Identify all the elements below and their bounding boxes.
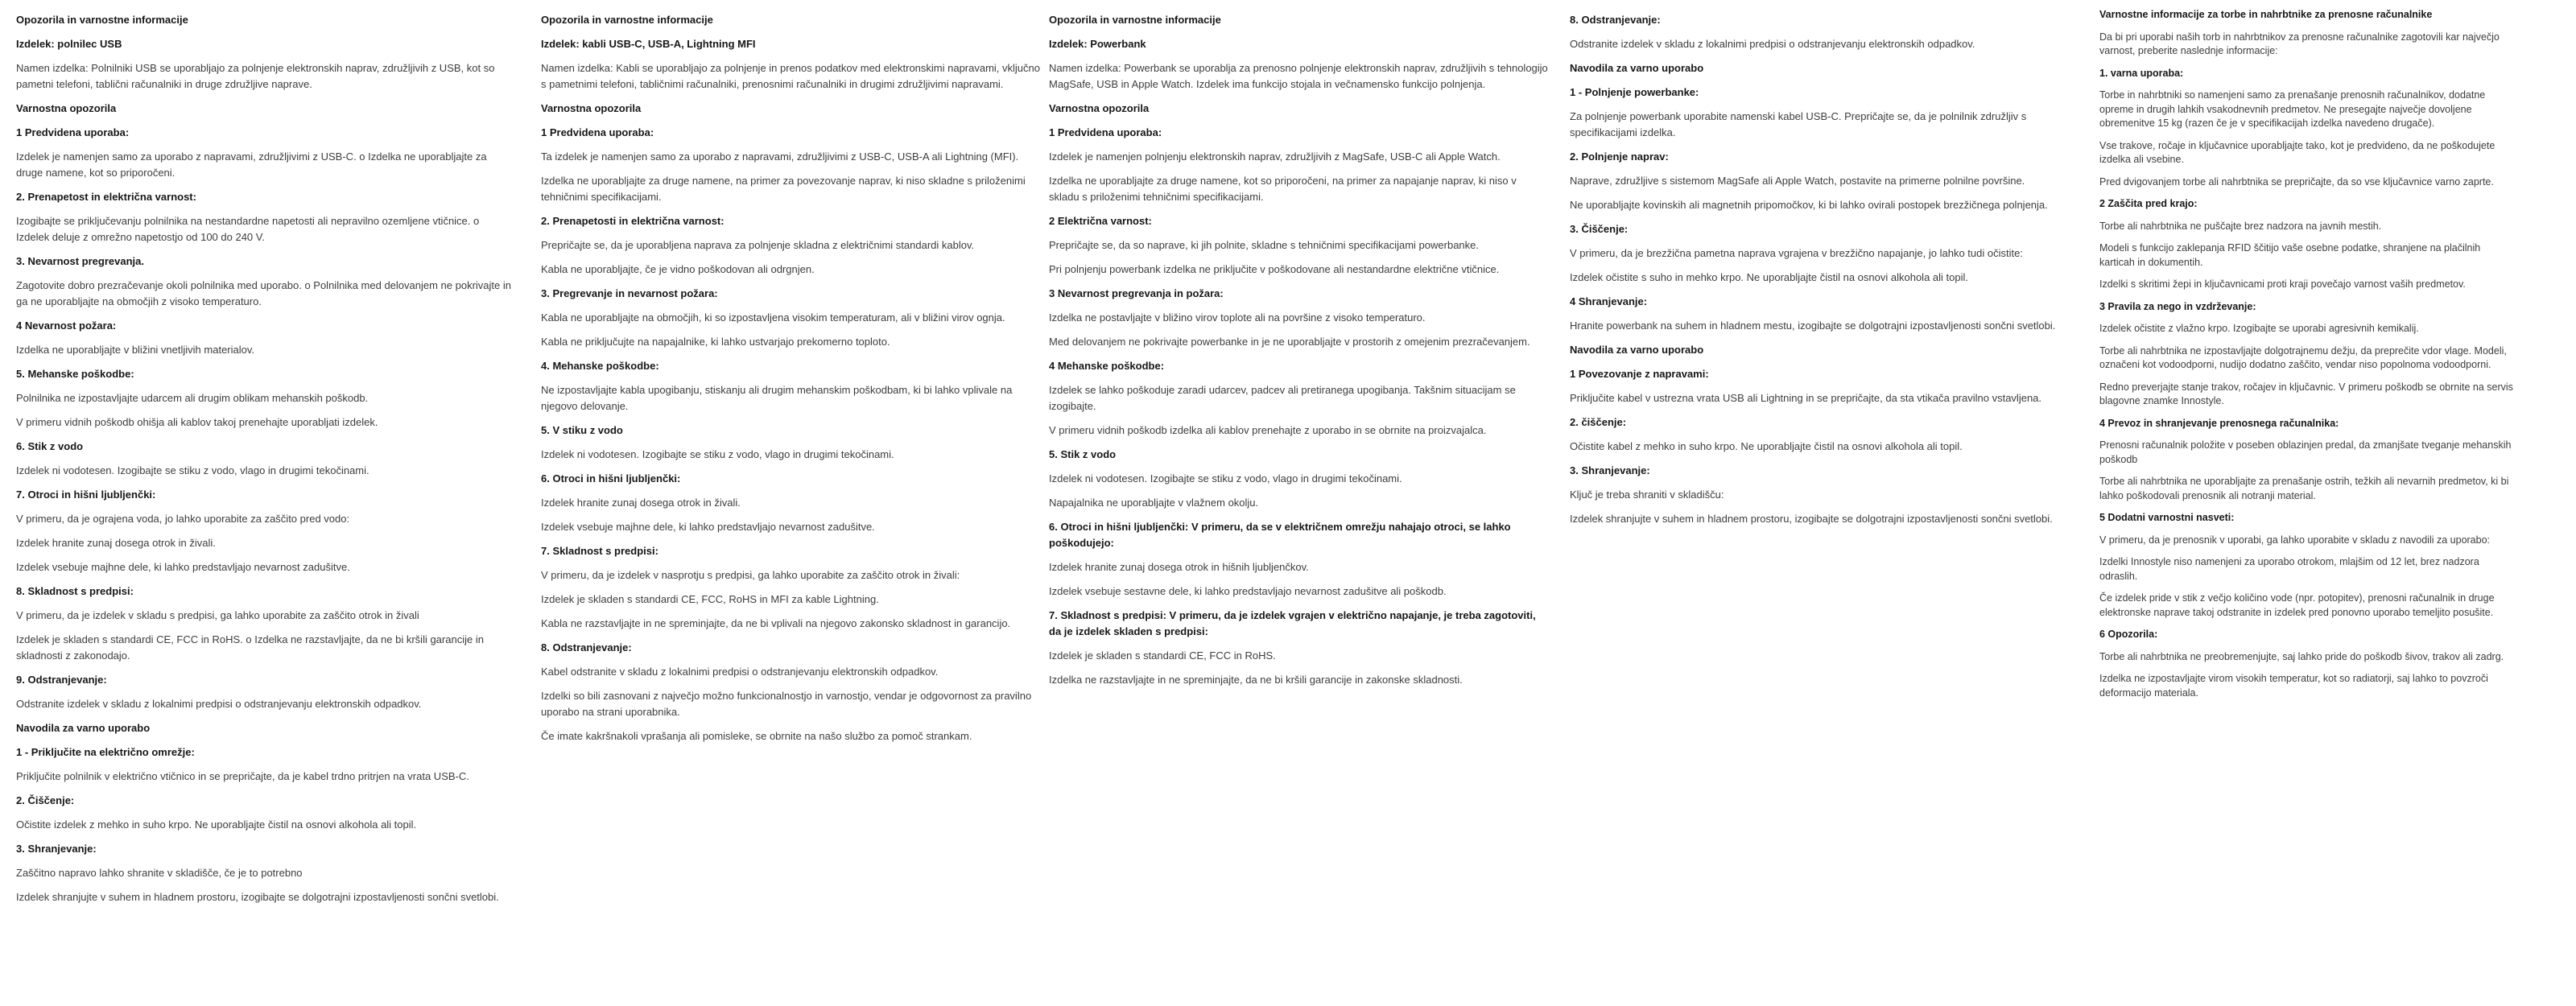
section-heading: 9. Odstranjevanje: xyxy=(16,674,107,686)
section-heading: 3 Pravila za nego in vzdrževanje: xyxy=(2099,300,2256,312)
section-heading: Varnostna opozorila xyxy=(541,102,642,114)
section-heading: Opozorila in varnostne informacije xyxy=(541,14,713,26)
section-heading: 4 Prevoz in shranjevanje prenosnega računalnika: xyxy=(2099,417,2339,429)
section-heading: Opozorila in varnostne informacije xyxy=(16,14,188,26)
section-heading: 2. Čiščenje: xyxy=(16,794,75,806)
paragraph: Pred dvigovanjem torbe ali nahrbtnika se prepričajte, da so vse ključavnice varno zaprte. xyxy=(2099,175,2494,188)
paragraph: V primeru vidnih poškodb ohišja ali kablov takoj prenehajte uporabljati izdelek. xyxy=(16,416,378,428)
section-heading: 2. Polnjenje naprav: xyxy=(1570,150,1669,163)
paragraph: Torbe ali nahrbtnika ne preobremenjujte, saj lahko pride do poškodb šivov, trakov ali zadrg. xyxy=(2099,650,2504,662)
paragraph: Napajalnika ne uporabljajte v vlažnem okolju. xyxy=(1049,497,1259,509)
paragraph: Modeli s funkcijo zaklepanja RFID ščitijo vaše osebne podatke, shranjene na plačilnih karticah in dokumentih. xyxy=(2099,242,2481,268)
paragraph: Prepričajte se, da so naprave, ki jih polnite, skladne s tehničnimi specifikacijami powerbanke. xyxy=(1049,239,1479,251)
paragraph: Ključ je treba shraniti v skladišču: xyxy=(1570,489,1724,501)
paragraph: Izdelek očistite s suho in mehko krpo. Ne uporabljajte čistil na osnovi alkohola ali topil. xyxy=(1570,271,1968,283)
section-heading: Varnostna opozorila xyxy=(1049,102,1150,114)
section-heading: 1 Predvidena uporaba: xyxy=(1049,126,1162,138)
paragraph: Zaščitno napravo lahko shranite v skladišče, če je to potrebno xyxy=(16,867,303,879)
section-heading: 5 Dodatni varnostni nasveti: xyxy=(2099,512,2235,523)
section-heading: 1 Povezovanje z napravami: xyxy=(1570,368,1709,380)
section-heading: 7. Otroci in hišni ljubljenčki: xyxy=(16,489,156,501)
paragraph: Izdelek se lahko poškoduje zaradi udarcev, padcev ali pretiranega upogibanja. Takšnim situacijam se izogibajte. xyxy=(1049,384,1516,412)
column-usb-charger-warnings xyxy=(16,12,515,913)
paragraph: Izdelek shranjujte v suhem in hladnem prostoru, izogibajte se dolgotrajni izpostavljenosti sončni svetlobi. xyxy=(1570,513,2053,525)
section-heading: 6. Stik z vodo xyxy=(16,440,84,452)
paragraph: Namen izdelka: Powerbank se uporablja za prenosno polnjenje elektronskih naprav, združljivih s tehnologijo MagSafe, USB in Apple Watch. Izdelek ima funkcijo stojala in večnamensko funkcijo polnjenja. xyxy=(1049,62,1548,90)
section-heading: 1 Predvidena uporaba: xyxy=(16,126,130,138)
section-heading: 3 Nevarnost pregrevanja in požara: xyxy=(1049,287,1224,299)
paragraph: Izdelek hranite zunaj dosega otrok in živali. xyxy=(16,537,216,549)
section-heading: 4 Mehanske poškodbe: xyxy=(1049,360,1165,372)
paragraph: Priključite polnilnik v električno vtičnico in se prepričajte, da je kabel trdno pritrjen na vrata USB-C. xyxy=(16,770,469,782)
section-heading: 8. Skladnost s predpisi: xyxy=(16,585,134,597)
section-heading: 7. Skladnost s predpisi: V primeru, da je izdelek vgrajen v električno napajanje, je treba zagotoviti, da je izdelek skladen s predpisi: xyxy=(1049,609,1536,637)
paragraph: Redno preverjajte stanje trakov, ročajev in ključavnic. V primeru poškodb se obrnite na servis blagovne znamke Innostyle. xyxy=(2099,381,2513,406)
section-heading: Opozorila in varnostne informacije xyxy=(1049,14,1221,26)
paragraph: Ne uporabljajte kovinskih ali magnetnih pripomočkov, ki bi lahko ovirali postopek brezžičnega polnjenja. xyxy=(1570,199,2048,211)
paragraph: Izdelek vsebuje majhne dele, ki lahko predstavljajo nevarnost zadušitve. xyxy=(541,521,875,533)
paragraph: Kabla ne uporabljajte na območjih, ki so izpostavljena visokim temperaturam, ali v bližini virov ognja. xyxy=(541,311,1005,324)
section-heading: Varnostne informacije za torbe in nahrbtnike za prenosne računalnike xyxy=(2099,9,2433,20)
section-heading: Izdelek: kabli USB-C, USB-A, Lightning MFI xyxy=(541,38,756,50)
section-heading: 4 Nevarnost požara: xyxy=(16,320,117,332)
paragraph: Kabla ne razstavljajte in ne spreminjajte, da ne bi vplivali na njegovo zakonsko skladnost in garancijo. xyxy=(541,617,1011,629)
paragraph: Da bi pri uporabi naših torb in nahrbtnikov za prenosne računalnike zagotovili kar največjo varnost, preberite naslednje informacije: xyxy=(2099,31,2500,56)
section-heading: 5. Stik z vodo xyxy=(1049,448,1117,460)
section-heading: 1 Predvidena uporaba: xyxy=(541,126,654,138)
paragraph: Izdelek ni vodotesen. Izogibajte se stiku z vodo, vlago in drugimi tekočinami. xyxy=(1049,472,1402,484)
paragraph: Torbe ali nahrbtnika ne izpostavljajte dolgotrajnemu dežju, da preprečite vdor vlage. Modeli, označeni kot vodoodporni, nudijo dodatno zaščito, vendar niso popolnoma vodoodporni. xyxy=(2099,344,2507,370)
paragraph: Izdelek očistite z vlažno krpo. Izogibajte se uporabi agresivnih kemikalij. xyxy=(2099,323,2419,334)
paragraph: Ne izpostavljajte kabla upogibanju, stiskanju ali drugim mehanskim poškodbam, ki bi lahko vplivale na njegovo delovanje. xyxy=(541,384,1013,412)
paragraph: Izdelki Innostyle niso namenjeni za uporabo otrokom, mlajšim od 12 let, brez nadzora odraslih. xyxy=(2099,556,2479,582)
section-heading: Navodila za varno uporabo xyxy=(1570,344,1704,356)
paragraph: Vse trakove, ročaje in ključavnice uporabljajte tako, kot je predvideno, da ne poškodujete izdelka ali vsebine. xyxy=(2099,139,2496,165)
paragraph: Izdelka ne postavljajte v bližino virov toplote ali na površine z visoko temperaturo. xyxy=(1049,311,1426,324)
section-heading: 7. Skladnost s predpisi: xyxy=(541,545,658,557)
paragraph: Izdelek shranjujte v suhem in hladnem prostoru, izogibajte se dolgotrajni izpostavljenosti sončni svetlobi. xyxy=(16,891,499,903)
paragraph: Izdelek hranite zunaj dosega otrok in živali. xyxy=(541,497,741,509)
section-heading: 5. Mehanske poškodbe: xyxy=(16,368,134,380)
section-heading: 4. Mehanske poškodbe: xyxy=(541,360,659,372)
section-heading: Izdelek: polnilec USB xyxy=(16,38,122,50)
paragraph: Izdelek ni vodotesen. Izogibajte se stiku z vodo, vlago in drugimi tekočinami. xyxy=(16,464,369,476)
section-heading: 3. Pregrevanje in nevarnost požara: xyxy=(541,287,718,299)
section-heading: 8. Odstranjevanje: xyxy=(1570,14,1661,26)
paragraph: Izdelki s skritimi žepi in ključavnicami proti kraji povečajo varnost vaših predmetov. xyxy=(2099,278,2466,290)
section-heading: 8. Odstranjevanje: xyxy=(541,641,632,653)
paragraph: Očistite kabel z mehko in suho krpo. Ne uporabljajte čistil na osnovi alkohola ali topil. xyxy=(1570,440,1963,452)
paragraph: Torbe ali nahrbtnika ne uporabljajte za prenašanje ostrih, težkih ali nevarnih predmetov, ki bi lahko poškodovali prenosnik ali notranji material. xyxy=(2099,476,2509,501)
column-powerbank-usage-instructions xyxy=(1570,12,2069,535)
paragraph: Izdelka ne razstavljajte in ne spreminjajte, da ne bi kršili garancije in zakonske skladnosti. xyxy=(1049,674,1463,686)
paragraph: Izdelek je namenjen polnjenju elektronskih naprav, združljivih z MagSafe, USB-C ali Apple Watch. xyxy=(1049,150,1501,163)
column-cables-warnings xyxy=(541,12,1040,752)
paragraph: Torbe in nahrbtniki so namenjeni samo za prenašanje prenosnih računalnikov, dodatne opreme in drugih lahkih vsakodnevnih predmetov. Ne presegajte največje dovoljene obremenitve 15 kg (razen če je v specifikacijah izdelka navedeno drugače). xyxy=(2099,89,2486,129)
paragraph: Izdelka ne uporabljajte za druge namene, kot so priporočeni, na primer za napajanje naprav, ki niso v skladu s priloženimi tehničnimi specifikacijami. xyxy=(1049,175,1517,203)
section-heading: 3. Čiščenje: xyxy=(1570,223,1629,235)
paragraph: V primeru, da je brezžična pametna naprava vgrajena v brezžično napajanje, jo lahko tudi očistite: xyxy=(1570,247,2023,259)
section-heading: 1. varna uporaba: xyxy=(2099,67,2184,79)
section-heading: 2. čiščenje: xyxy=(1570,416,1627,428)
section-heading: 6. Otroci in hišni ljubljenčki: xyxy=(541,472,681,484)
column-laptop-bags-safety xyxy=(2099,8,2514,708)
paragraph: Kabel odstranite v skladu z lokalnimi predpisi o odstranjevanju elektronskih odpadkov. xyxy=(541,666,939,678)
paragraph: Hranite powerbank na suhem in hladnem mestu, izogibajte se dolgotrajni izpostavljenosti sončni svetlobi. xyxy=(1570,320,2056,332)
paragraph: Očistite izdelek z mehko in suho krpo. Ne uporabljajte čistil na osnovi alkohola ali topil. xyxy=(16,818,417,831)
paragraph: Kabla ne uporabljajte, če je vidno poškodovan ali odrgnjen. xyxy=(541,263,815,275)
paragraph: Izdelek vsebuje sestavne dele, ki lahko predstavljajo nevarnost zadušitve ali poškodb. xyxy=(1049,585,1447,597)
paragraph: Namen izdelka: Polnilniki USB se uporabljajo za polnjenje elektronskih naprav, združljivih z USB, kot so pametni telefoni, tablični računalniki in druge združljive naprave. xyxy=(16,62,495,90)
paragraph: Izdelka ne izpostavljajte virom visokih temperatur, kot so radiatorji, saj lahko to povzroči deformacijo materiala. xyxy=(2099,673,2488,699)
paragraph: Izdelek je namenjen samo za uporabo z napravami, združljivimi z USB-C. o Izdelka ne uporabljajte za druge namene, kot so priporočeni. xyxy=(16,150,487,179)
section-heading: Varnostna opozorila xyxy=(16,102,117,114)
section-heading: Izdelek: Powerbank xyxy=(1049,38,1146,50)
paragraph: Izdelek hranite zunaj dosega otrok in hišnih ljubljenčkov. xyxy=(1049,561,1309,573)
paragraph: Za polnjenje powerbank uporabite namenski kabel USB-C. Prepričajte se, da je polnilnik združljiv s specifikacijami izdelka. xyxy=(1570,110,2027,138)
paragraph: Odstranite izdelek v skladu z lokalnimi predpisi o odstranjevanju elektronskih odpadkov. xyxy=(16,698,422,710)
column-powerbank-warnings xyxy=(1049,12,1548,696)
section-heading: 4 Shranjevanje: xyxy=(1570,295,1648,307)
section-heading: 1 - Polnjenje powerbanke: xyxy=(1570,86,1699,98)
paragraph: Namen izdelka: Kabli se uporabljajo za polnjenje in prenos podatkov med elektronskimi napravami, vključno s pametnimi telefoni, tabličnimi računalniki, prenosnimi računalniki in drugimi združljivimi napravami. xyxy=(541,62,1041,90)
section-heading: 2. Prenapetosti in električna varnost: xyxy=(541,215,724,227)
paragraph: Izdelek vsebuje majhne dele, ki lahko predstavljajo nevarnost zadušitve. xyxy=(16,561,350,573)
section-heading: Navodila za varno uporabo xyxy=(1570,62,1704,74)
section-heading: 6. Otroci in hišni ljubljenčki: V primeru, da se v električnem omrežju nahajajo otroci, se lahko poškodujejo: xyxy=(1049,521,1511,549)
paragraph: Kabla ne priključujte na napajalnike, ki lahko ustvarjajo prekomerno toploto. xyxy=(541,336,890,348)
paragraph: Med delovanjem ne pokrivajte powerbanke in je ne uporabljajte v prostorih z omejenim prezračevanjem. xyxy=(1049,336,1530,348)
section-heading: Navodila za varno uporabo xyxy=(16,722,151,734)
section-heading: 2 Zaščita pred krajo: xyxy=(2099,198,2198,209)
paragraph: Izdelek je skladen s standardi CE, FCC, RoHS in MFI za kable Lightning. xyxy=(541,593,879,605)
section-heading: 3. Nevarnost pregrevanja. xyxy=(16,255,144,267)
section-heading: 5. V stiku z vodo xyxy=(541,424,623,436)
section-heading: 2 Električna varnost: xyxy=(1049,215,1152,227)
paragraph: Odstranite izdelek v skladu z lokalnimi predpisi o odstranjevanju elektronskih odpadkov. xyxy=(1570,38,1975,50)
paragraph: Ta izdelek je namenjen samo za uporabo z napravami, združljivimi z USB-C, USB-A ali Lightning (MFI). xyxy=(541,150,1019,163)
paragraph: Prepričajte se, da je uporabljena naprava za polnjenje skladna z električnimi standardi kablov. xyxy=(541,239,975,251)
paragraph: Če izdelek pride v stik z večjo količino vode (npr. potopitev), prenosni računalnik in druge elektronske naprave takoj odstranite in izdelek pred ponovno uporabo temeljito posušite. xyxy=(2099,592,2495,618)
paragraph: Izdelek je skladen s standardi CE, FCC in RoHS. xyxy=(1049,649,1276,662)
section-heading: 3. Shranjevanje: xyxy=(1570,464,1650,476)
paragraph: Izdelki so bili zasnovani z največjo možno funkcionalnostjo in varnostjo, vendar je odgovornost za pravilno uporabo na strani uporabnika. xyxy=(541,690,1032,718)
section-heading: 3. Shranjevanje: xyxy=(16,843,97,855)
paragraph: V primeru, da je ograjena voda, jo lahko uporabite za zaščito pred vodo: xyxy=(16,513,350,525)
paragraph: Zagotovite dobro prezračevanje okoli polnilnika med uporabo. o Polnilnika med delovanjem ne pokrivajte in ga ne uporabljajte na območjih z visoko temperaturo. xyxy=(16,279,511,307)
paragraph: Izogibajte se priključevanju polnilnika na nestandardne napetosti ali nepravilno ozemljene vtičnice. o Izdelek deluje z omrežno napetostjo od 100 do 240 V. xyxy=(16,215,480,243)
paragraph: Izdelek ni vodotesen. Izogibajte se stiku z vodo, vlago in drugimi tekočinami. xyxy=(541,448,894,460)
section-heading: 2. Prenapetost in električna varnost: xyxy=(16,191,196,203)
paragraph: Če imate kakršnakoli vprašanja ali pomisleke, se obrnite na našo službo za pomoč strankam. xyxy=(541,730,972,742)
section-heading: 1 - Priključite na električno omrežje: xyxy=(16,746,195,758)
paragraph: Izdelka ne uporabljajte za druge namene, na primer za povezovanje naprav, ki niso skladne s priloženimi tehničnimi specifikacijami. xyxy=(541,175,1026,203)
paragraph: V primeru vidnih poškodb izdelka ali kablov prenehajte z uporabo in se obrnite na proizvajalca. xyxy=(1049,424,1487,436)
paragraph: Torbe ali nahrbtnika ne puščajte brez nadzora na javnih mestih. xyxy=(2099,220,2382,232)
paragraph: Polnilnika ne izpostavljajte udarcem ali drugim oblikam mehanskih poškodb. xyxy=(16,392,369,404)
paragraph: Prenosni računalnik položite v poseben oblazinjen predal, da zmanjšate tveganje mehanskih poškodb xyxy=(2099,439,2512,465)
paragraph: Priključite kabel v ustrezna vrata USB ali Lightning in se prepričajte, da sta vtikača pravilno vstavljena. xyxy=(1570,392,2042,404)
paragraph: Pri polnjenju powerbank izdelka ne priključite v poškodovane ali nestandardne električne vtičnice. xyxy=(1049,263,1500,275)
paragraph: Naprave, združljive s sistemom MagSafe ali Apple Watch, postavite na primerne polnilne površine. xyxy=(1570,175,2025,187)
paragraph: V primeru, da je izdelek v skladu s predpisi, ga lahko uporabite za zaščito otrok in živali xyxy=(16,609,419,621)
paragraph: Izdelek je skladen s standardi CE, FCC in RoHS. o Izdelka ne razstavljajte, da ne bi kršili garancije in skladnosti z zakonodajo. xyxy=(16,633,484,662)
paragraph: V primeru, da je izdelek v nasprotju s predpisi, ga lahko uporabite za zaščito otrok in živali: xyxy=(541,569,960,581)
paragraph: V primeru, da je prenosnik v uporabi, ga lahko uporabite v skladu z navodili za uporabo: xyxy=(2099,534,2491,546)
paragraph: Izdelka ne uporabljajte v bližini vnetljivih materialov. xyxy=(16,344,255,356)
section-heading: 6 Opozorila: xyxy=(2099,629,2158,640)
